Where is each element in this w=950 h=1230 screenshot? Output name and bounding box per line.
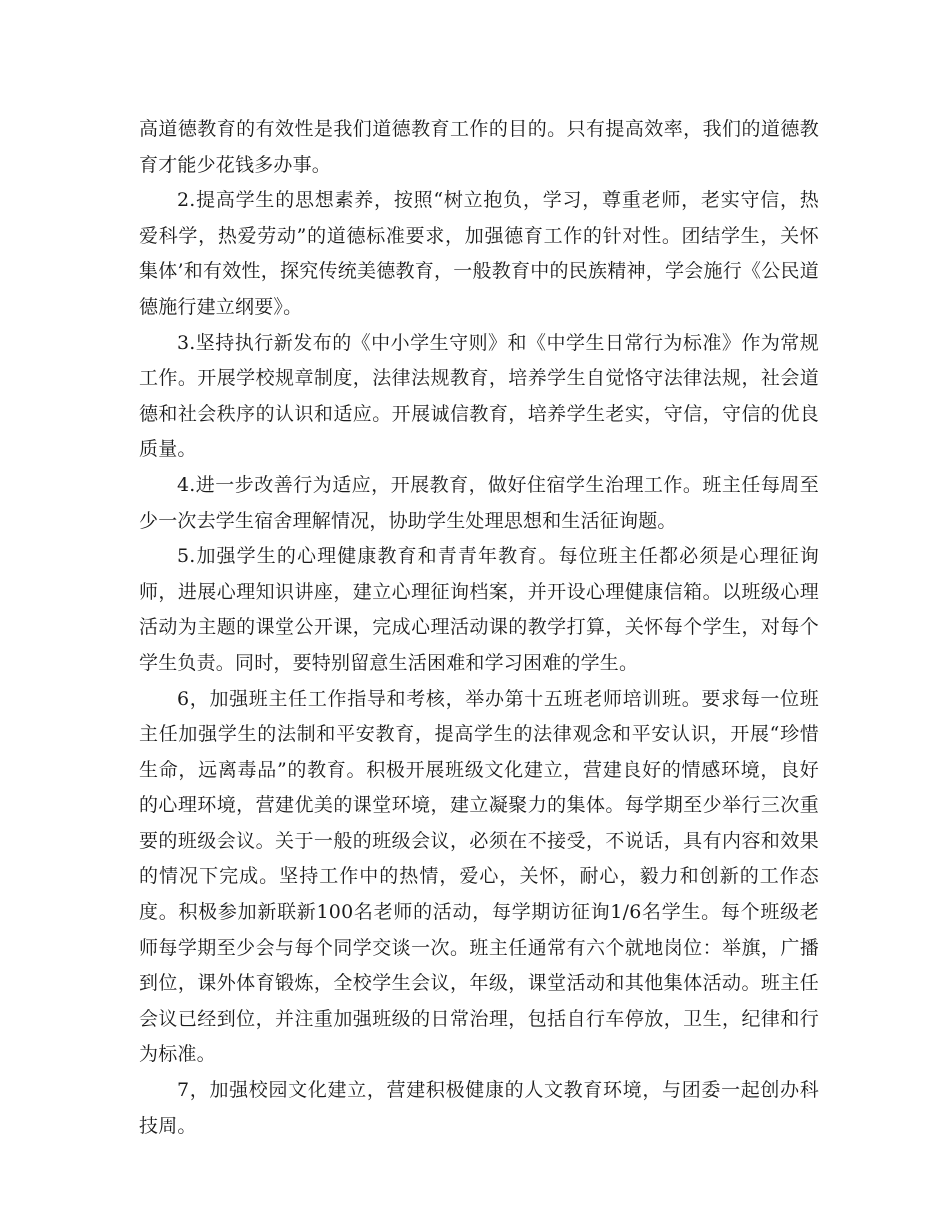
paragraph-item-6: 6，加强班主任工作指导和考核，举办第十五班老师培训班。要求每一位班主任加强学生的法制和平安教育，提高学生的法律观念和平安认识，开展“珍惜生命，远离毒品”的教育。积极开展班级文化建立，营建良好的情感环境，良好的心理环境，营建优美的课堂环境，建立凝聚力的集体。每学期至少举行三次重要的班级会议。关于一般的班级会议，必须在不接受，不说话，具有内容和效果的情况下完成。坚持工作中的热情，爱心，关怀，耐心，毅力和创新的工作态度。积极参加新联新100名老师的活动，每学期访征询1/6名学生。每个班级老师每学期至少会与每个同学交谈一次。班主任通常有六个就地岗位：举旗，广播到位，课外体育锻炼，全校学生会议，年级，课堂活动和其他集体活动。班主任会议已经到位，并注重加强班级的日常治理，包括自行车停放，卫生，纪律和行为标准。 (139, 687, 819, 1066)
paragraph-item-7: 7，加强校园文化建立，营建积极健康的人文教育环境，与团委一起创办科技周。 (139, 1079, 819, 1137)
document-body (139, 112, 819, 1144)
paragraph-continuation: 高道德教育的有效性是我们道德教育工作的目的。只有提高效率，我们的道德教育才能少花钱多办事。 (139, 118, 819, 176)
paragraph-item-5: 5.加强学生的心理健康教育和青青年教育。每位班主任都必须是心理征询师，进展心理知识讲座，建立心理征询档案，并开设心理健康信箱。以班级心理活动为主题的课堂公开课，完成心理活动课的教学打算，关怀每个学生，对每个学生负责。同时，要特别留意生活困难和学习困难的学生。 (139, 545, 819, 674)
paragraph-item-3: 3.坚持执行新发布的《中小学生守则》和《中学生日常行为标准》作为常规工作。开展学校规章制度，法律法规教育，培养学生自觉恪守法律法规，社会道德和社会秩序的认识和适应。开展诚信教育，培养学生老实，守信，守信的优良质量。 (139, 331, 819, 461)
paragraph-item-4: 4.进一步改善行为适应，开展教育，做好住宿学生治理工作。班主任每周至少一次去学生宿舍理解情况，协助学生处理思想和生活征询题。 (139, 473, 819, 532)
paragraph-item-2: 2.提高学生的思想素养，按照“树立抱负，学习，尊重老师，老实守信，热爱科学，热爱劳动”的道德标准要求，加强德育工作的针对性。团结学生，关怀集体’和有效性，探究传统美德教育，一般教育中的民族精神，学会施行《公民道德施行建立纲要》。 (139, 189, 819, 318)
